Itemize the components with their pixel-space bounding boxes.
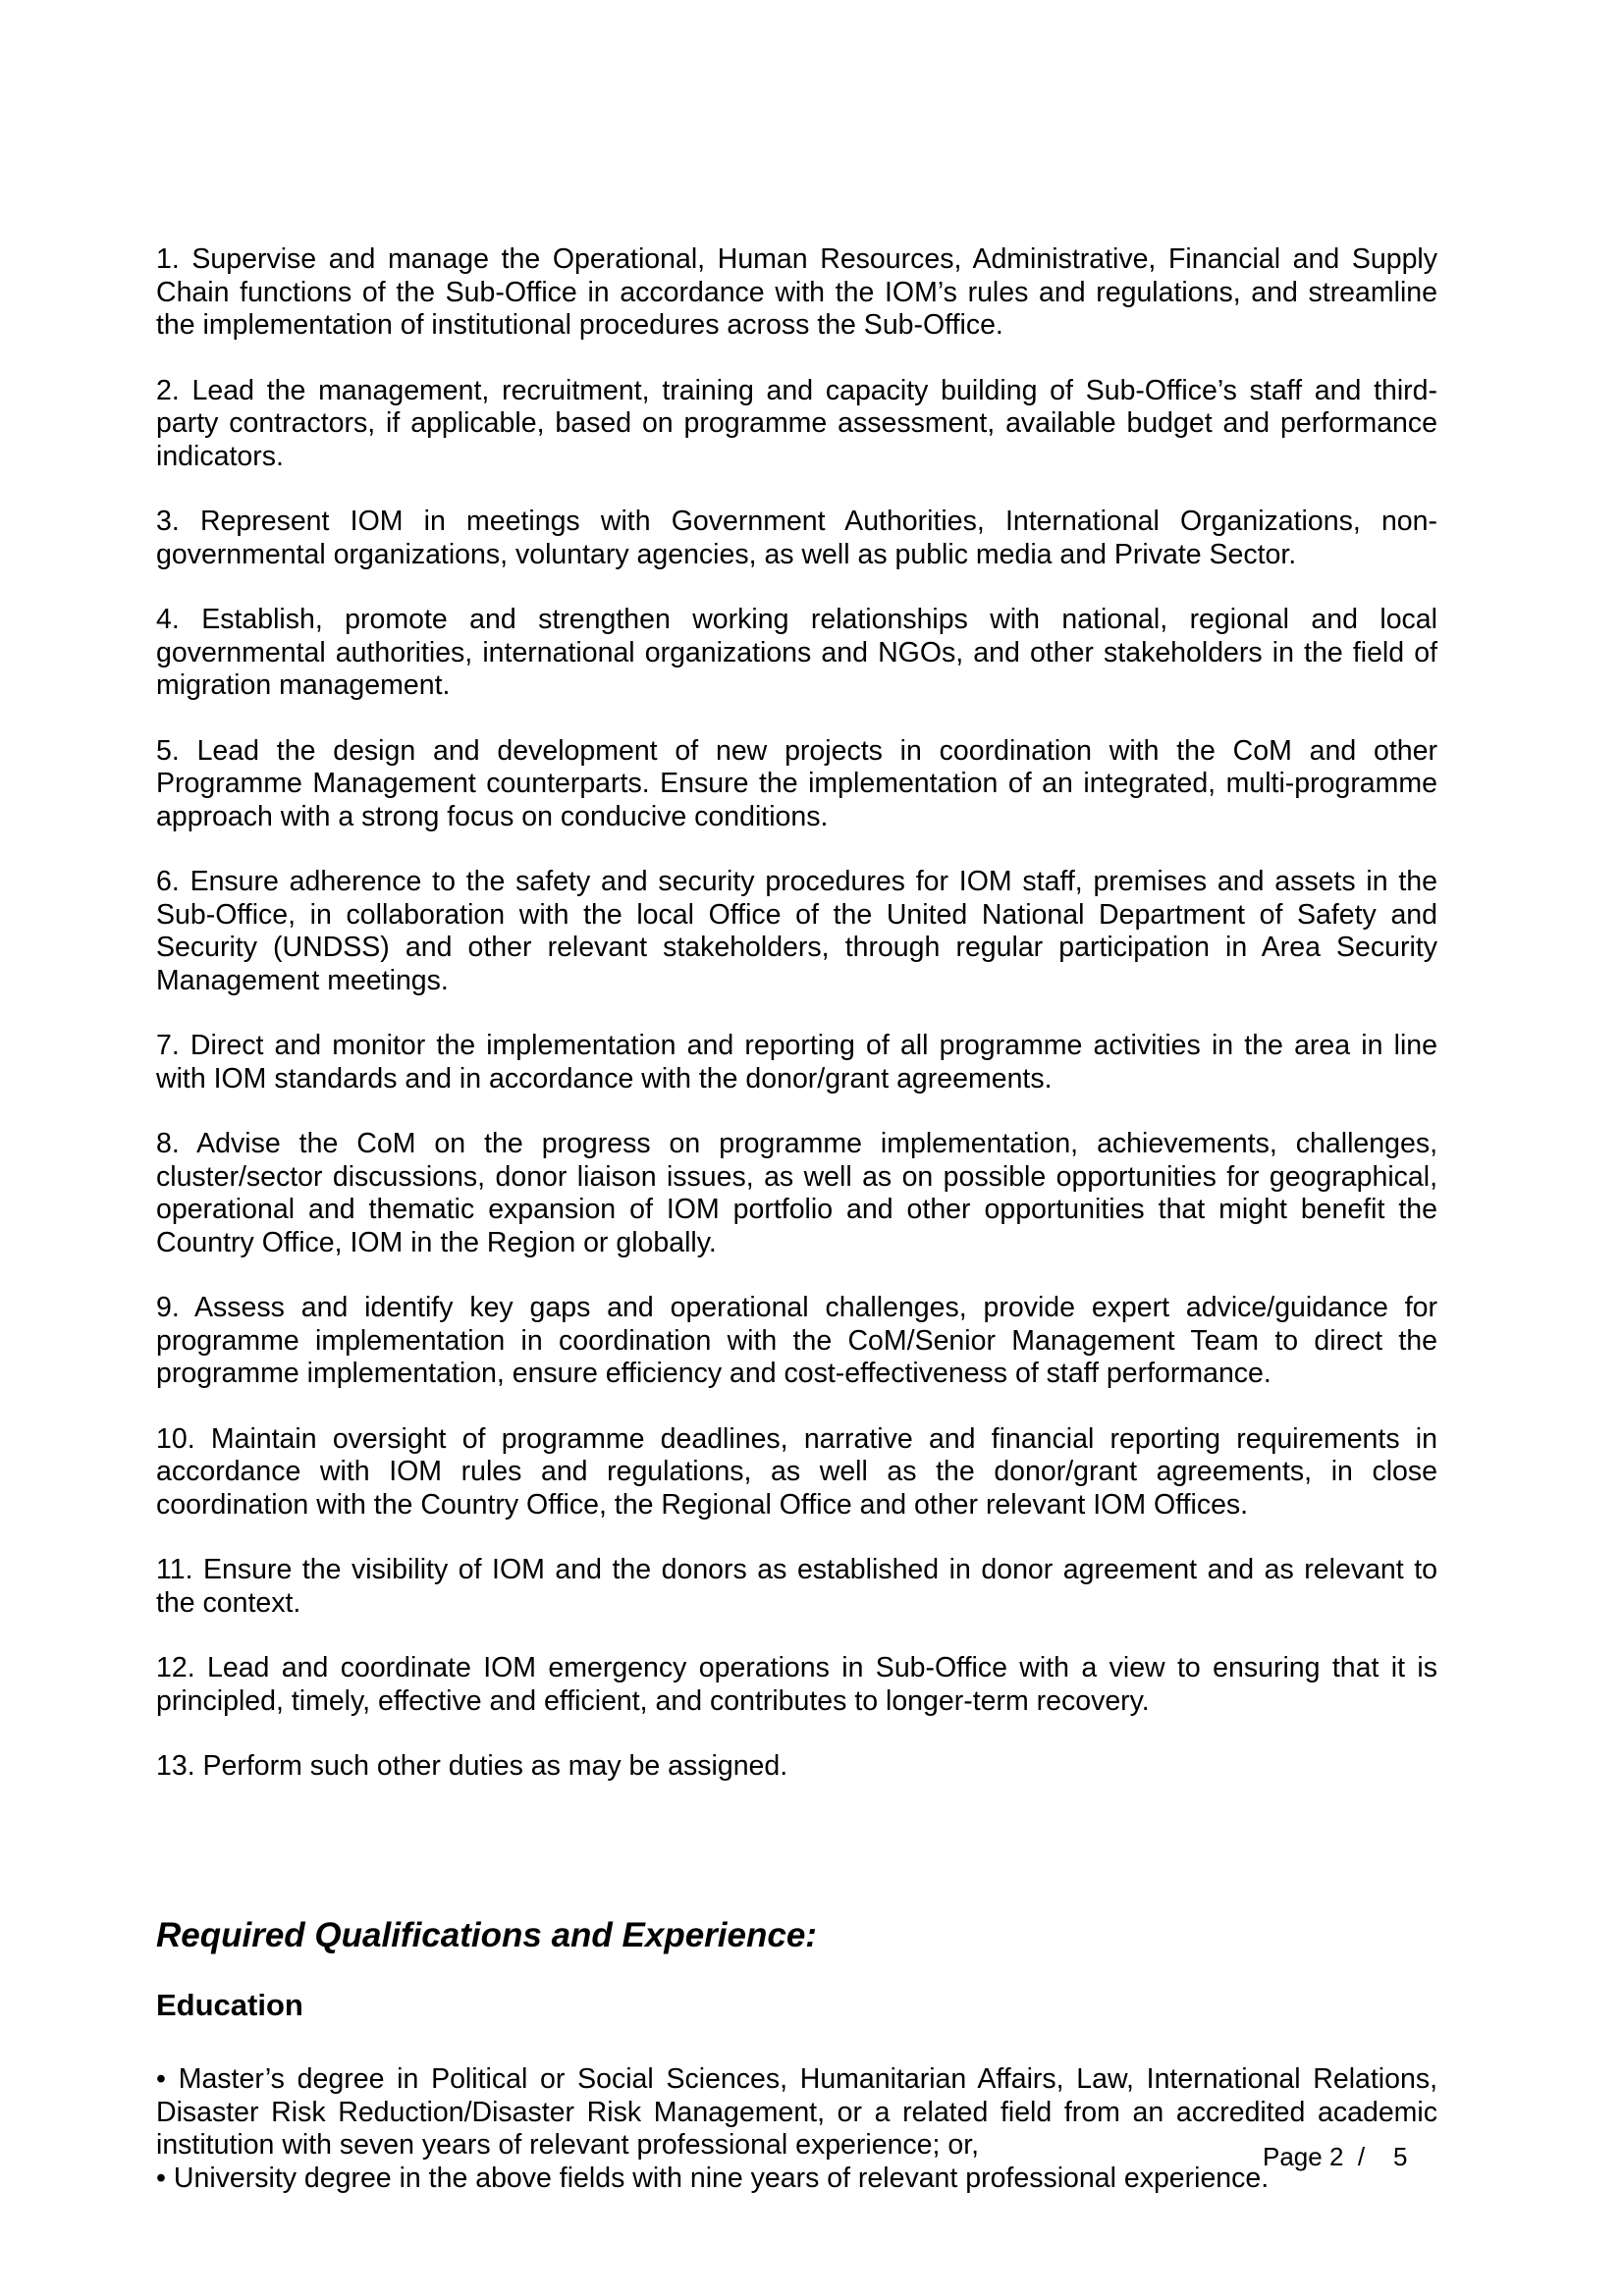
duty-item: 4. Establish, promote and strengthen working relationships with national, regional and local governmental authorities, international organizations and NGOs, and other stakeholders in the field of migration management. [156, 604, 1437, 701]
duty-item: 1. Supervise and manage the Operational, Human Resources, Administrative, Financial and Supply Chain functions of the Sub-Office in accordance with the IOM’s rules and regulations, and streamline the implementation of institutional procedures across the Sub-Office. [156, 243, 1437, 341]
duty-item: 10. Maintain oversight of programme deadlines, narrative and financial reporting requirements in accordance with IOM rules and regulations, as well as the donor/grant agreements, in close coordination with the Country Office, the Regional Office and other relevant IOM Offices. [156, 1422, 1437, 1521]
duty-item: 5. Lead the design and development of new projects in coordination with the CoM and other Programme Management counterparts. Ensure the implementation of an integrated, multi-programme approach with a strong focus on conducive conditions. [156, 734, 1437, 832]
page-number: Page 2 / 5 [1263, 2142, 1408, 2171]
duty-item: 7. Direct and monitor the implementation and reporting of all programme activities in the area in line with IOM standards and in accordance with the donor/grant agreements. [156, 1030, 1437, 1095]
duties-list [156, 243, 1437, 1784]
duty-item: 2. Lead the management, recruitment, training and capacity building of Sub-Office’s staff and third-party contractors, if applicable, based on programme assessment, available budget and performance indicators. [156, 374, 1437, 472]
duty-item: 12. Lead and coordinate IOM emergency operations in Sub-Office with a view to ensuring that it is principled, timely, effective and efficient, and contributes to longer-term recovery. [156, 1652, 1437, 1717]
qualifications-heading: Required Qualifications and Experience: [156, 1916, 817, 1954]
duty-item: 8. Advise the CoM on the progress on programme implementation, achievements, challenges, cluster/sector discussions, donor liaison issues, as well as on possible opportunities for geographical, operational and thematic expansion of IOM portfolio and other opportunities that might benefit the Country Office, IOM in the Region or globally. [156, 1128, 1437, 1258]
duty-item: 11. Ensure the visibility of IOM and the donors as established in donor agreement and as relevant to the context. [156, 1554, 1437, 1619]
duty-item: 13. Perform such other duties as may be assigned. [156, 1750, 788, 1782]
duty-item: 9. Assess and identify key gaps and operational challenges, provide expert advice/guidance for programme implementation in coordination with the CoM/Senior Management Team to direct the programme implementation, ensure efficiency and cost-effectiveness of staff performance. [156, 1292, 1437, 1389]
education-item: • Master’s degree in Political or Social Sciences, Humanitarian Affairs, Law, International Relations, Disaster Risk Reduction/Disaster Risk Management, or a related field from an accredited academic institution with seven years of relevant professional experience; or, [156, 2063, 1437, 2161]
duty-item: 3. Represent IOM in meetings with Government Authorities, International Organizations, non-governmental organizations, voluntary agencies, as well as public media and Private Sector. [156, 506, 1437, 570]
education-heading: Education [156, 1988, 303, 2022]
duty-item: 6. Ensure adherence to the safety and security procedures for IOM staff, premises and assets in the Sub-Office, in collaboration with the local Office of the United National Department of Safety and Security (UNDSS) and other relevant stakeholders, through regular participation in Area Security Management meetings. [156, 866, 1437, 996]
education-list [156, 2063, 1437, 2195]
education-item: • University degree in the above fields with nine years of relevant professional experience. [156, 2162, 1270, 2194]
